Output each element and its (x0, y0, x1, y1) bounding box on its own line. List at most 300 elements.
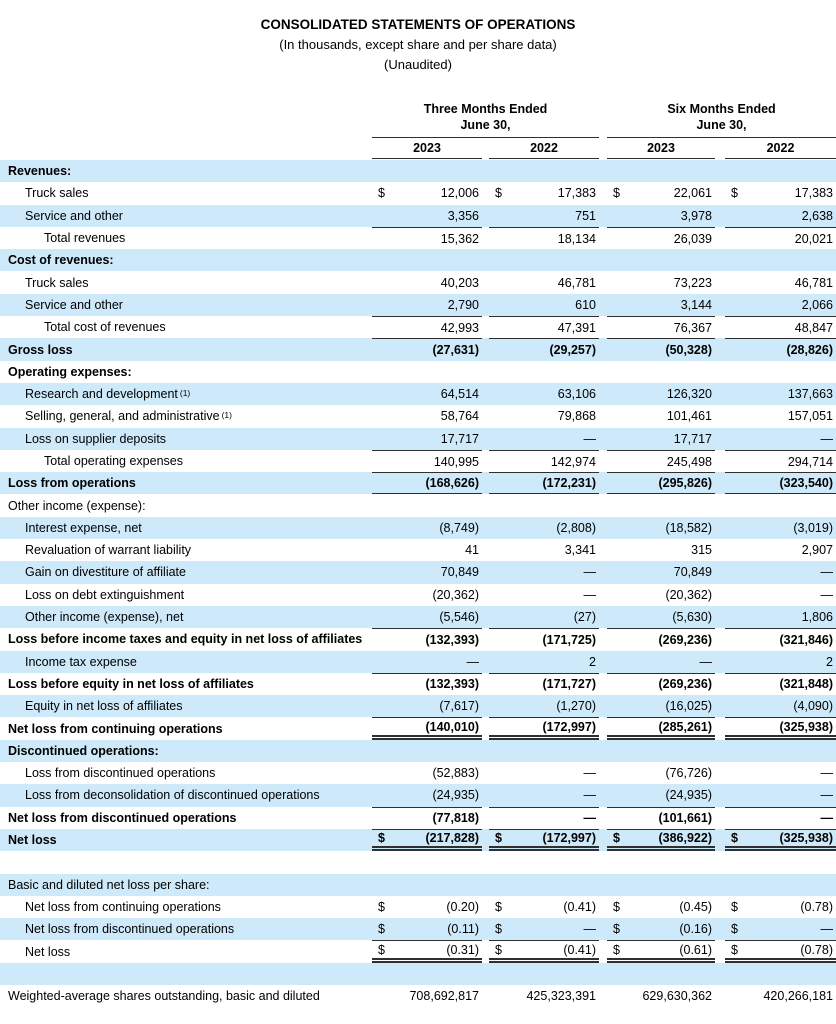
value-cell (725, 294, 836, 316)
cell-value: (1,270) (556, 699, 596, 714)
currency-symbol: $ (378, 186, 385, 201)
cell-value: (4,090) (793, 699, 833, 714)
table-row (0, 673, 836, 695)
value-cell (372, 561, 482, 583)
value-cell (372, 717, 482, 739)
table-row (0, 717, 836, 739)
value-cell (489, 651, 599, 673)
row-label: Research and development $^{(1)}$ (25, 387, 191, 402)
cell-value: 17,717 (440, 431, 479, 446)
row-label: Net loss from discontinued operations (25, 922, 235, 937)
value-cell (372, 762, 482, 784)
value-cell (607, 316, 715, 338)
value-cell (372, 338, 482, 360)
cell-value: (29,257) (549, 343, 596, 358)
row-label: Income tax expense (25, 654, 137, 669)
value-cell (725, 985, 836, 1007)
value-cell (725, 762, 836, 784)
column-headers (0, 101, 836, 159)
row-label: Loss on debt extinguishment (25, 587, 185, 602)
value-cell (372, 539, 482, 561)
value-cell (489, 673, 599, 695)
cell-value: (0.31) (446, 942, 479, 957)
value-cell (489, 539, 599, 561)
row-label: Loss from deconsolidation of discontinued operations (25, 788, 320, 803)
cell-value: 142,974 (550, 454, 596, 469)
value-cell (489, 227, 599, 249)
cell-value: (132,393) (425, 677, 479, 692)
cell-value: — (583, 565, 596, 580)
value-cell (607, 651, 715, 673)
table-row (0, 963, 836, 985)
currency-symbol: $ (378, 942, 385, 957)
col-group-six-months (607, 101, 836, 138)
value-cell (489, 338, 599, 360)
value-cell (372, 784, 482, 806)
currency-symbol: $ (731, 922, 738, 937)
value-cell (372, 584, 482, 606)
cell-value: (5,546) (439, 610, 479, 625)
cell-value: (0.61) (679, 942, 712, 957)
value-cell (372, 606, 482, 628)
row-label: Loss on supplier deposits (25, 431, 167, 446)
cell-value: 140,995 (433, 454, 479, 469)
value-cell (607, 762, 715, 784)
value-cell (372, 405, 482, 427)
cell-value: (20,362) (432, 587, 479, 602)
value-cell (489, 717, 599, 739)
cell-value: 70,849 (440, 565, 479, 580)
table-row (0, 628, 836, 650)
value-cell (607, 271, 715, 293)
value-cell (607, 717, 715, 739)
cell-value: 42,993 (440, 320, 479, 335)
cell-value: (8,749) (439, 520, 479, 535)
value-cell (372, 316, 482, 338)
cell-value: — (820, 565, 833, 580)
cell-value: 15,362 (440, 231, 479, 246)
value-cell (725, 807, 836, 829)
value-cell (489, 383, 599, 405)
cell-value: 137,663 (787, 387, 833, 402)
table-row (0, 405, 836, 427)
cell-value: 420,266,181 (763, 989, 833, 1004)
cell-value: — (820, 766, 833, 781)
table-row (0, 338, 836, 360)
cell-value: 64,514 (440, 387, 479, 402)
value-cell (725, 338, 836, 360)
row-label: Gross loss (8, 342, 73, 357)
value-cell (607, 472, 715, 494)
value-cell (489, 271, 599, 293)
row-label: Net loss (8, 833, 57, 848)
cell-value: 157,051 (787, 409, 833, 424)
value-cell (607, 918, 715, 940)
page-title: CONSOLIDATED STATEMENTS OF OPERATIONS (260, 17, 576, 32)
value-cell (372, 628, 482, 650)
value-cell (607, 205, 715, 227)
value-cell (607, 896, 715, 918)
page-subtitle: (In thousands, except share and per share data) (279, 37, 557, 52)
value-cell (725, 405, 836, 427)
value-cell (372, 517, 482, 539)
cell-value: (28,826) (786, 343, 833, 358)
row-label: Gain on divestiture of affiliate (25, 565, 186, 580)
table-row (0, 182, 836, 204)
table-row (0, 874, 836, 896)
value-cell (607, 227, 715, 249)
value-cell (607, 517, 715, 539)
currency-symbol: $ (613, 922, 620, 937)
value-cell (607, 673, 715, 695)
value-cell (489, 428, 599, 450)
cell-value: (101,661) (658, 811, 712, 826)
cell-value: (217,828) (425, 831, 479, 846)
table-row (0, 896, 836, 918)
cell-value: 58,764 (440, 409, 479, 424)
cell-value: 17,717 (673, 431, 712, 446)
table-row (0, 383, 836, 405)
value-cell (489, 182, 599, 204)
value-cell (607, 606, 715, 628)
value-cell (607, 428, 715, 450)
table-row (0, 227, 836, 249)
value-cell (725, 450, 836, 472)
value-cell (725, 918, 836, 940)
value-cell (725, 227, 836, 249)
table-row (0, 450, 836, 472)
cell-value: 101,461 (666, 409, 712, 424)
currency-symbol: $ (495, 922, 502, 937)
value-cell (372, 918, 482, 940)
value-cell (489, 918, 599, 940)
cell-value: — (583, 922, 596, 937)
value-cell (725, 205, 836, 227)
cell-value: (0.45) (679, 899, 712, 914)
row-label: Total revenues (44, 231, 126, 246)
cell-value: (321,846) (779, 632, 833, 647)
value-cell (372, 227, 482, 249)
cell-value: (295,826) (658, 476, 712, 491)
cell-value: (0.11) (447, 922, 479, 937)
cell-value: (0.78) (800, 942, 833, 957)
table-row (0, 316, 836, 338)
cell-value: 2 (826, 654, 833, 669)
cell-value: — (583, 788, 596, 803)
row-label: Truck sales (25, 186, 89, 201)
row-label: Net loss from continuing operations (25, 899, 221, 914)
cell-value: 18,134 (557, 231, 596, 246)
currency-symbol: $ (378, 831, 385, 846)
cell-value: — (699, 654, 712, 669)
cell-value: (323,540) (779, 476, 833, 491)
cell-value: (0.16) (679, 922, 712, 937)
table-row (0, 561, 836, 583)
cell-value: 2,066 (801, 297, 833, 312)
row-label: Weighted-average shares outstanding, basic and diluted (8, 989, 320, 1004)
value-cell (725, 784, 836, 806)
table-row (0, 205, 836, 227)
table-row (0, 361, 836, 383)
row-label: Total operating expenses (44, 454, 183, 468)
value-cell (607, 940, 715, 962)
row-label: Service and other (25, 208, 123, 223)
value-cell (725, 182, 836, 204)
value-cell (489, 517, 599, 539)
footnote-marker: (1) (221, 410, 232, 421)
value-cell (372, 383, 482, 405)
value-cell (607, 784, 715, 806)
cell-value: 2,907 (801, 543, 833, 558)
footnote-marker: (1) (179, 388, 191, 399)
cell-value: (24,935) (665, 788, 712, 803)
cell-value: 425,323,391 (526, 989, 596, 1004)
cell-value: (20,362) (665, 587, 712, 602)
row-label: Total cost of revenues (44, 320, 166, 335)
cell-value: 63,106 (557, 387, 596, 402)
cell-value: (172,231) (542, 476, 596, 491)
cell-value: 245,498 (666, 454, 712, 469)
cell-value: (50,328) (665, 343, 712, 358)
value-cell (607, 539, 715, 561)
row-label: Truck sales (25, 275, 89, 290)
value-cell (372, 896, 482, 918)
cell-value: — (583, 766, 596, 781)
cell-value: (76,726) (665, 766, 712, 781)
cell-value: (172,997) (542, 831, 596, 846)
value-cell (725, 606, 836, 628)
cell-value: 1,806 (801, 610, 833, 625)
row-label: Service and other (25, 297, 123, 312)
cell-value: — (583, 587, 596, 602)
cell-value: 3,356 (447, 208, 479, 223)
value-cell (725, 651, 836, 673)
row-label: Loss from operations (8, 476, 136, 491)
value-cell (607, 807, 715, 829)
year-header: 2022 (489, 139, 599, 159)
value-cell (725, 428, 836, 450)
cell-value: 47,391 (557, 320, 596, 335)
row-label: Operating expenses: (8, 364, 132, 379)
row-label: Revaluation of warrant liability (25, 543, 192, 558)
cell-value: (0.20) (446, 899, 479, 914)
value-cell (725, 584, 836, 606)
table-row (0, 851, 836, 873)
value-cell (372, 182, 482, 204)
value-cell (489, 205, 599, 227)
value-cell (489, 628, 599, 650)
cell-value: (172,997) (542, 719, 596, 734)
currency-symbol: $ (613, 899, 620, 914)
cell-value: 3,144 (680, 297, 712, 312)
value-cell (607, 584, 715, 606)
currency-symbol: $ (613, 831, 620, 846)
cell-value: 48,847 (794, 320, 833, 335)
row-label: Discontinued operations: (8, 743, 159, 758)
table-row (0, 539, 836, 561)
value-cell (489, 584, 599, 606)
currency-symbol: $ (495, 899, 502, 914)
value-cell (372, 472, 482, 494)
row-label: Equity in net loss of affiliates (25, 699, 183, 714)
year-header: 2023 (372, 139, 482, 159)
cell-value: 2 (589, 654, 596, 669)
value-cell (372, 807, 482, 829)
cell-value: 126,320 (666, 387, 712, 402)
cell-value: 315 (691, 543, 712, 558)
value-cell (607, 829, 715, 851)
table-row (0, 294, 836, 316)
cell-value: — (583, 811, 596, 826)
table-row (0, 271, 836, 293)
cell-value: 708,692,817 (409, 989, 479, 1004)
value-cell (489, 762, 599, 784)
cell-value: 2,790 (447, 297, 479, 312)
cell-value: 76,367 (673, 320, 712, 335)
year-header: 2023 (607, 139, 715, 159)
value-cell (725, 539, 836, 561)
value-cell (372, 428, 482, 450)
cell-value: 294,714 (787, 454, 833, 469)
table-row (0, 985, 836, 1007)
currency-symbol: $ (731, 831, 738, 846)
value-cell (607, 695, 715, 717)
value-cell (372, 294, 482, 316)
value-cell (725, 517, 836, 539)
table-row (0, 762, 836, 784)
cell-value: (269,236) (658, 632, 712, 647)
cell-value: 79,868 (557, 409, 596, 424)
cell-value: (5,630) (672, 610, 712, 625)
cell-value: (0.41) (563, 942, 596, 957)
cell-value: 3,341 (564, 543, 596, 558)
cell-value: 610 (575, 297, 596, 312)
cell-value: — (820, 587, 833, 602)
table-row (0, 160, 836, 182)
value-cell (725, 316, 836, 338)
cell-value: (171,725) (542, 632, 596, 647)
cell-value: — (820, 431, 833, 446)
table-row (0, 517, 836, 539)
cell-value: (171,727) (542, 677, 596, 692)
row-label: Cost of revenues: (8, 253, 114, 268)
value-cell (489, 606, 599, 628)
row-label: Loss before income taxes and equity in net loss of affiliates (8, 632, 363, 647)
table-row (0, 428, 836, 450)
row-label: Other income (expense), net (25, 610, 184, 625)
table-row (0, 784, 836, 806)
cell-value: (3,019) (793, 520, 833, 535)
row-label: Selling, general, and administrative $^{(1)}$ (25, 409, 232, 424)
statements-table (0, 160, 836, 1007)
value-cell (489, 316, 599, 338)
cell-value: 12,006 (440, 186, 479, 201)
table-row (0, 740, 836, 762)
cell-value: (27,631) (432, 343, 479, 358)
row-label: Other income (expense): (8, 498, 146, 513)
table-row (0, 940, 836, 962)
col-group-subtitle: June 30, (696, 118, 747, 132)
document-header (0, 0, 836, 75)
value-cell (489, 896, 599, 918)
year-header: 2022 (725, 139, 836, 159)
cell-value: (321,848) (779, 677, 833, 692)
currency-symbol: $ (495, 186, 502, 201)
row-label: Loss before equity in net loss of affiliates (8, 676, 254, 691)
currency-symbol: $ (495, 831, 502, 846)
cell-value: (7,617) (439, 699, 479, 714)
row-label (0, 963, 372, 985)
col-group-three-months (372, 101, 599, 138)
value-cell (725, 829, 836, 851)
cell-value: — (820, 811, 833, 826)
table-row (0, 494, 836, 516)
value-cell (489, 450, 599, 472)
value-cell (607, 383, 715, 405)
table-row (0, 249, 836, 271)
value-cell (725, 271, 836, 293)
value-cell (489, 784, 599, 806)
cell-value: 73,223 (673, 275, 712, 290)
value-cell (489, 985, 599, 1007)
cell-value: (24,935) (432, 788, 479, 803)
value-cell (372, 985, 482, 1007)
value-cell (607, 182, 715, 204)
row-label (0, 851, 372, 873)
cell-value: 46,781 (794, 275, 833, 290)
value-cell (372, 829, 482, 851)
cell-value: (168,626) (425, 476, 479, 491)
cell-value: 40,203 (440, 275, 479, 290)
currency-symbol: $ (731, 899, 738, 914)
value-cell (489, 472, 599, 494)
currency-symbol: $ (495, 942, 502, 957)
table-row (0, 584, 836, 606)
value-cell (489, 294, 599, 316)
value-cell (489, 829, 599, 851)
value-cell (372, 271, 482, 293)
cell-value: (0.78) (800, 899, 833, 914)
value-cell (372, 940, 482, 962)
value-cell (725, 383, 836, 405)
cell-value: (2,808) (556, 520, 596, 535)
cell-value: — (820, 788, 833, 803)
value-cell (489, 695, 599, 717)
cell-value: 629,630,362 (642, 989, 712, 1004)
value-cell (607, 450, 715, 472)
cell-value: — (583, 431, 596, 446)
row-label: Net loss (25, 944, 71, 959)
cell-value: (132,393) (425, 632, 479, 647)
currency-symbol: $ (731, 942, 738, 957)
currency-symbol: $ (378, 922, 385, 937)
cell-value: 751 (575, 208, 596, 223)
cell-value: (269,236) (658, 677, 712, 692)
col-group-subtitle: June 30, (460, 118, 511, 132)
cell-value: (325,938) (779, 719, 833, 734)
table-row (0, 695, 836, 717)
currency-symbol: $ (731, 186, 738, 201)
value-cell (607, 628, 715, 650)
table-row (0, 829, 836, 851)
currency-symbol: $ (613, 942, 620, 957)
cell-value: 17,383 (794, 186, 833, 201)
value-cell (607, 985, 715, 1007)
cell-value: 17,383 (557, 186, 596, 201)
row-label: Loss from discontinued operations (25, 766, 216, 781)
cell-value: (18,582) (665, 520, 712, 535)
value-cell (725, 673, 836, 695)
